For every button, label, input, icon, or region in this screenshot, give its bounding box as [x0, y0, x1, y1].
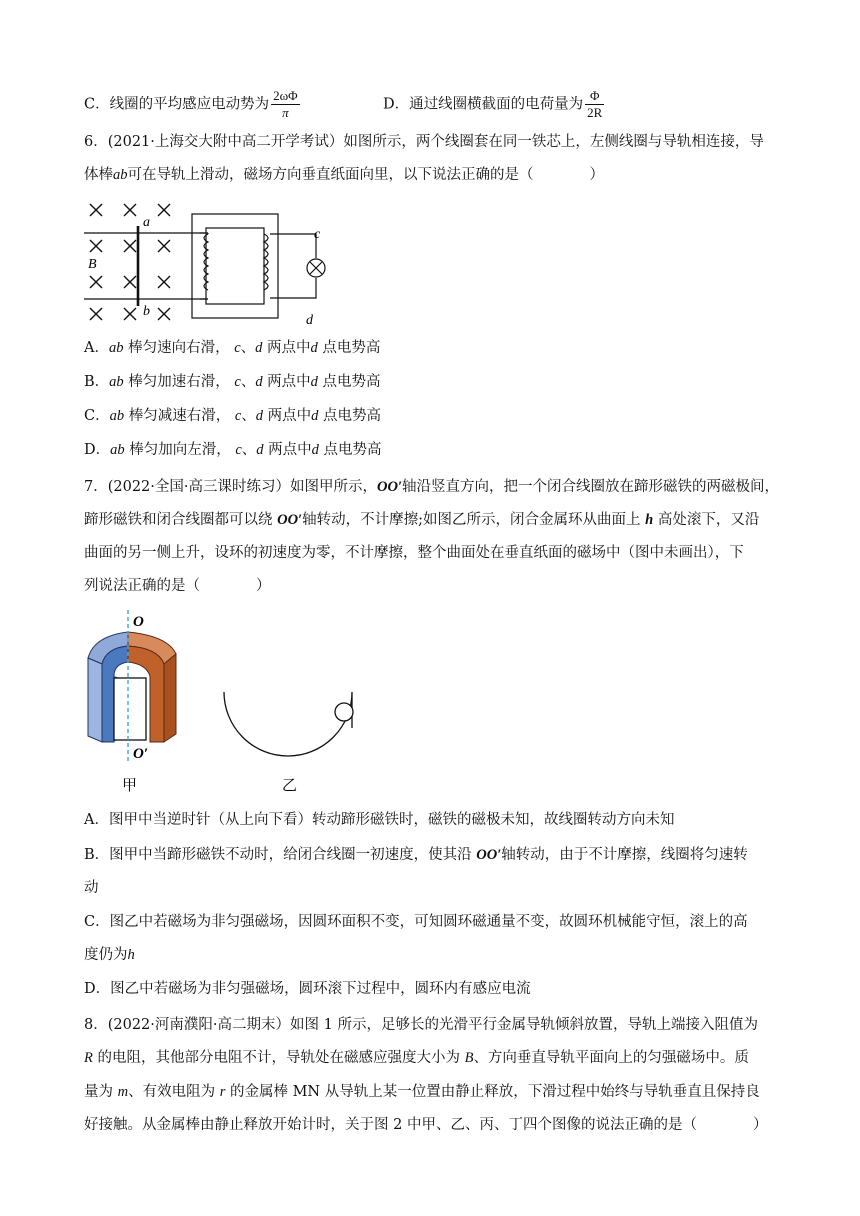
q7-option-b[interactable]: B．图甲中当蹄形磁铁不动时，给闭合线圈一初速度，使其沿 OO′轴转动，由于不计摩擦，线圈将匀速转	[84, 847, 748, 863]
label-b: b	[143, 304, 150, 319]
label-a: a	[143, 215, 150, 230]
q7-option-b-cont: 动	[84, 880, 99, 896]
q8-stem-line2: R 的电阻，其他部分电阻不计，导轨处在磁感应强度大小为 B、方向垂直导轨平面向上的匀强磁场中。质	[84, 1050, 749, 1066]
label-o-prime: O′	[133, 746, 149, 762]
rails	[84, 233, 208, 299]
label-yi: 乙	[282, 778, 298, 794]
q5-option-d[interactable]: D．通过线圈横截面的电荷量为 $\frac{\Phi}{2R}$	[383, 88, 603, 120]
q6-option-c[interactable]: C．ab 棒匀减速右滑， c、d 两点中d 点电势高	[84, 408, 381, 424]
q6-stem-line1: 6．(2021·上海交大附中高二开学考试）如图所示，两个线圈套在同一铁芯上，左侧线圈与导轨相连接，导	[84, 134, 764, 150]
left-coil	[200, 233, 208, 299]
label-jia: 甲	[122, 778, 138, 794]
curved-track	[224, 692, 352, 756]
q5-option-c-fraction: $\frac{2\omega\Phi}{\pi}$	[273, 88, 298, 120]
metal-ring	[335, 703, 353, 721]
q7-option-d[interactable]: D．图乙中若磁场为非匀强磁场，圆环滚下过程中，圆环内有感应电流	[84, 981, 531, 997]
closed-coil	[114, 678, 146, 740]
lamp-icon	[307, 259, 325, 277]
q5-option-d-fraction: $\frac{\Phi}{2R}$	[587, 88, 603, 120]
q7-option-a[interactable]: A．图甲中当逆时针（从上向下看）转动蹄形磁铁时，磁铁的磁极未知，故线圈转动方向未知	[84, 812, 675, 828]
label-c: c	[314, 227, 321, 242]
q7-figures	[78, 608, 368, 800]
q7-stem-line2: 蹄形磁铁和闭合线圈都可以绕 OO′轴转动，不计摩擦;如图乙所示，闭合金属环从曲面上 h 高处滚下，又沿	[84, 512, 760, 528]
q6-option-d[interactable]: D．ab 棒匀加向左滑， c、d 两点中d 点电势高	[84, 442, 382, 458]
q7-option-c-cont: 度仍为h	[84, 947, 135, 963]
q8-stem-line3: 量为 m、有效电阻为 r 的金属棒 MN 从导轨上某一位置由静止释放，下滑过程中始终与导轨垂直且保持良	[84, 1084, 760, 1100]
q7-stem-line3: 曲面的另一侧上升，设环的初速度为零，不计摩擦，整个曲面处在垂直纸面的磁场中（图中未画出），下	[84, 545, 744, 561]
label-o: O	[133, 614, 144, 630]
q6-circuit-figure	[84, 196, 334, 330]
q6-option-b[interactable]: B．ab 棒匀加速右滑， c、d 两点中d 点电势高	[84, 374, 381, 390]
q6-option-a[interactable]: A．ab 棒匀速向右滑， c、d 两点中d 点电势高	[84, 340, 381, 356]
label-d: d	[306, 313, 313, 328]
q7-option-c[interactable]: C．图乙中若磁场为非匀强磁场，因圆环面积不变，可知圆环磁通量不变，故圆环机械能守恒，滚上的高	[84, 914, 748, 930]
q8-stem-line1: 8．(2022·河南濮阳·高二期末）如图 1 所示，足够长的光滑平行金属导轨倾斜放置，导轨上端接入阻值为	[84, 1017, 758, 1033]
q8-stem-line4: 好接触。从金属棒由静止释放开始计时，关于图 2 中甲、乙、丙、丁四个图像的说法正确的是（ ）	[84, 1117, 768, 1133]
magnetic-field-crosses	[90, 204, 170, 320]
q7-stem-line4: 列说法正确的是（ ）	[84, 578, 271, 594]
q5-option-c[interactable]: C．线圈的平均感应电动势为 $\frac{2\omega\Phi}{\pi}$	[84, 88, 298, 120]
q6-stem-line2: 体棒ab可在导轨上滑动，磁场方向垂直纸面向里，以下说法正确的是（ ）	[84, 167, 604, 183]
q7-stem-line1: 7．(2022·全国·高三课时练习）如图甲所示，OO′轴沿竖直方向，把一个闭合线圈放在蹄形磁铁的两磁极间，	[84, 479, 780, 495]
label-B: B	[88, 257, 97, 272]
